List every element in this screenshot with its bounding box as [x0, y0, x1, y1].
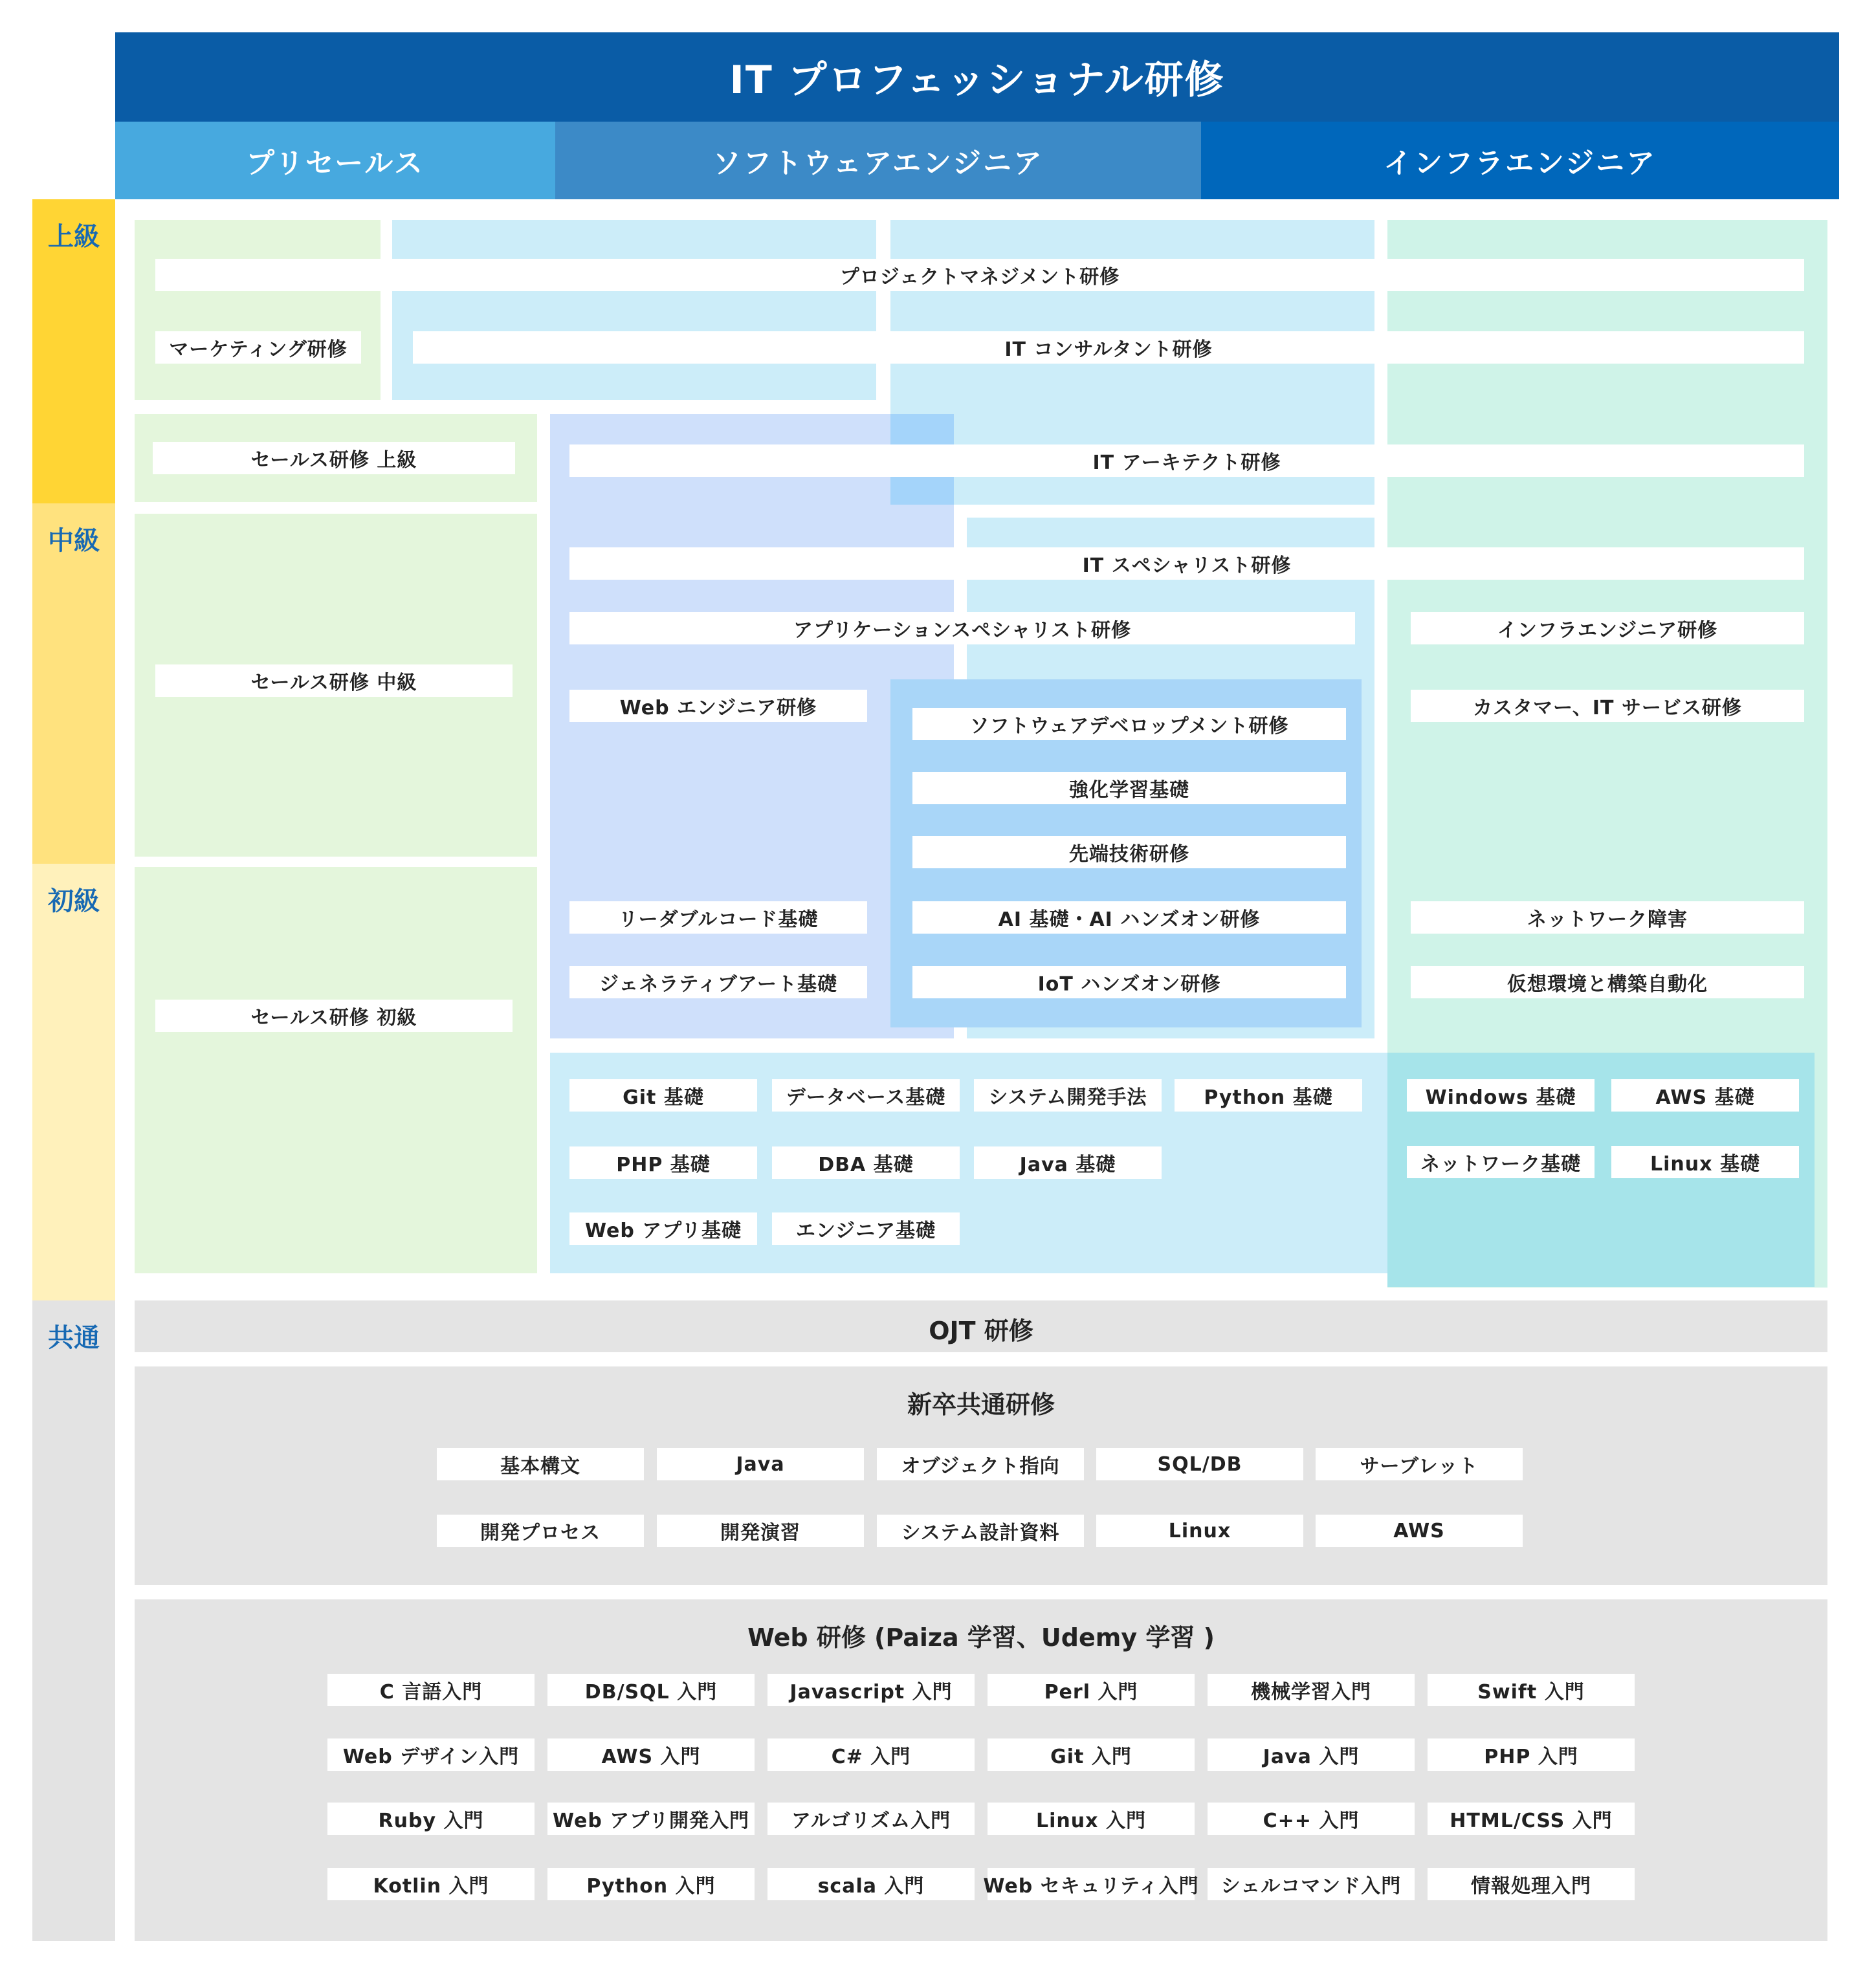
course-software-development[interactable]: ソフトウェアデベロップメント研修 — [912, 708, 1346, 740]
web-training-item[interactable]: シェルコマンド入門 — [1208, 1868, 1415, 1900]
course-project-management[interactable]: プロジェクトマネジメント研修 — [155, 259, 1804, 291]
course-readable-code[interactable]: リーダブルコード基礎 — [569, 901, 867, 934]
course-it-architect[interactable]: IT アーキテクト研修 — [569, 444, 1804, 477]
web-training-item[interactable]: Perl 入門 — [988, 1674, 1195, 1706]
web-training-item[interactable]: Web セキュリティ入門 — [988, 1868, 1195, 1900]
course-network-failure[interactable]: ネットワーク障害 — [1411, 901, 1804, 934]
se-basic-python[interactable]: Python 基礎 — [1175, 1079, 1362, 1112]
presales-advanced-region — [135, 220, 381, 400]
web-training-item[interactable]: Javascript 入門 — [767, 1674, 975, 1706]
se-basic-database[interactable]: データベース基礎 — [772, 1079, 960, 1112]
se-basic-php[interactable]: PHP 基礎 — [569, 1146, 757, 1179]
course-advanced-tech[interactable]: 先端技術研修 — [912, 836, 1346, 868]
course-app-specialist[interactable]: アプリケーションスペシャリスト研修 — [569, 612, 1355, 644]
web-training-item[interactable]: HTML/CSS 入門 — [1428, 1803, 1635, 1835]
level-beginner: 初級 — [32, 864, 115, 1300]
course-ai-basics[interactable]: AI 基礎・AI ハンズオン研修 — [912, 901, 1346, 934]
course-sales-advanced[interactable]: セールス研修 上級 — [153, 442, 515, 474]
level-intermediate: 中級 — [32, 503, 115, 864]
web-training-item[interactable]: Swift 入門 — [1428, 1674, 1635, 1706]
web-training-item[interactable]: Python 入門 — [547, 1868, 755, 1900]
shinsotsu-item[interactable]: AWS — [1316, 1515, 1523, 1547]
web-training-item[interactable]: Ruby 入門 — [327, 1803, 535, 1835]
shinsotsu-item[interactable]: サーブレット — [1316, 1448, 1523, 1480]
web-training-item[interactable]: Web アプリ開発入門 — [547, 1803, 755, 1835]
web-training-item[interactable]: Web デザイン入門 — [327, 1738, 535, 1771]
column-header-software-engineer: ソフトウェアエンジニア — [555, 122, 1201, 199]
column-header-presales: プリセールス — [115, 122, 555, 199]
web-training-item[interactable]: C 言語入門 — [327, 1674, 535, 1706]
presales-beginner-region — [135, 867, 537, 1273]
course-marketing[interactable]: マーケティング研修 — [155, 331, 361, 364]
course-virtual-env[interactable]: 仮想環境と構築自動化 — [1411, 966, 1804, 998]
level-advanced: 上級 — [32, 199, 115, 503]
course-customer-it-service[interactable]: カスタマー、IT サービス研修 — [1411, 690, 1804, 722]
shinsotsu-item[interactable]: Java — [657, 1448, 864, 1480]
shinsotsu-item[interactable]: 開発プロセス — [437, 1515, 644, 1547]
course-web-engineer[interactable]: Web エンジニア研修 — [569, 690, 867, 722]
infra-basic-windows[interactable]: Windows 基礎 — [1407, 1079, 1595, 1112]
shinsotsu-item[interactable]: オブジェクト指向 — [877, 1448, 1084, 1480]
web-training-item[interactable]: C# 入門 — [767, 1738, 975, 1771]
web-training-item[interactable]: Git 入門 — [988, 1738, 1195, 1771]
web-training-item[interactable]: DB/SQL 入門 — [547, 1674, 755, 1706]
shinsotsu-item[interactable]: 開発演習 — [657, 1515, 864, 1547]
column-header-infra-engineer: インフラエンジニア — [1201, 122, 1839, 199]
shinsotsu-item[interactable]: SQL/DB — [1096, 1448, 1303, 1480]
web-training-item[interactable]: scala 入門 — [767, 1868, 975, 1900]
page-title: IT プロフェッショナル研修 — [115, 32, 1839, 122]
shinsotsu-title: 新卒共通研修 — [907, 1390, 1055, 1419]
shinsotsu-item[interactable]: システム設計資料 — [877, 1515, 1084, 1547]
course-infra-engineer[interactable]: インフラエンジニア研修 — [1411, 612, 1804, 644]
se-basic-git[interactable]: Git 基礎 — [569, 1079, 757, 1112]
se-basic-dba[interactable]: DBA 基礎 — [772, 1146, 960, 1179]
course-sales-intermediate[interactable]: セールス研修 中級 — [155, 664, 513, 697]
web-training-title: Web 研修 (Paiza 学習、Udemy 学習 ) — [747, 1623, 1215, 1652]
web-training-item[interactable]: AWS 入門 — [547, 1738, 755, 1771]
web-training-item[interactable]: 情報処理入門 — [1428, 1868, 1635, 1900]
shinsotsu-item[interactable]: Linux — [1096, 1515, 1303, 1547]
infra-basic-aws[interactable]: AWS 基礎 — [1611, 1079, 1799, 1112]
infra-basic-linux[interactable]: Linux 基礎 — [1611, 1146, 1799, 1178]
course-it-consultant[interactable]: IT コンサルタント研修 — [413, 331, 1804, 364]
web-training-item[interactable]: Linux 入門 — [988, 1803, 1195, 1835]
course-generative-art[interactable]: ジェネラティブアート基礎 — [569, 966, 867, 998]
shinsotsu-item[interactable]: 基本構文 — [437, 1448, 644, 1480]
web-training-item[interactable]: PHP 入門 — [1428, 1738, 1635, 1771]
web-training-item[interactable]: Java 入門 — [1208, 1738, 1415, 1771]
course-reinforcement-learning[interactable]: 強化学習基礎 — [912, 772, 1346, 804]
course-sales-beginner[interactable]: セールス研修 初級 — [155, 1000, 513, 1032]
se-basic-engineer[interactable]: エンジニア基礎 — [772, 1212, 960, 1245]
infra-basic-network[interactable]: ネットワーク基礎 — [1407, 1146, 1595, 1178]
consultant-region — [392, 220, 876, 400]
se-basic-java[interactable]: Java 基礎 — [974, 1146, 1162, 1179]
course-it-specialist[interactable]: IT スペシャリスト研修 — [569, 547, 1804, 580]
web-training-item[interactable]: アルゴリズム入門 — [767, 1803, 975, 1835]
level-common: 共通 — [32, 1300, 115, 1941]
ojt-title: OJT 研修 — [929, 1317, 1033, 1345]
se-basic-web-app[interactable]: Web アプリ基礎 — [569, 1212, 757, 1245]
web-training-item[interactable]: Kotlin 入門 — [327, 1868, 535, 1900]
web-training-item[interactable]: 機械学習入門 — [1208, 1674, 1415, 1706]
web-training-item[interactable]: C++ 入門 — [1208, 1803, 1415, 1835]
se-basic-dev-method[interactable]: システム開発手法 — [974, 1079, 1162, 1112]
course-iot-handson[interactable]: IoT ハンズオン研修 — [912, 966, 1346, 998]
